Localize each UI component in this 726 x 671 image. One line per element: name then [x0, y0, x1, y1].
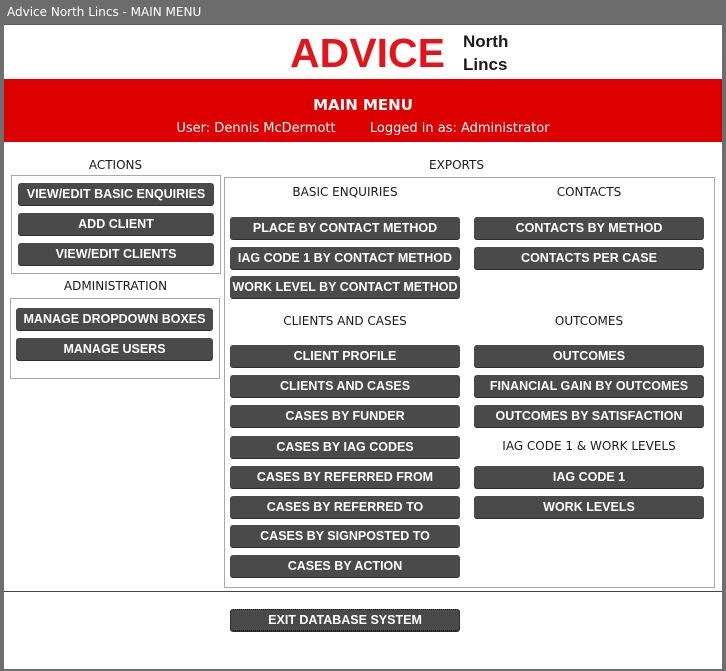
manage-dropdown-boxes-button[interactable]: MANAGE DROPDOWN BOXES: [16, 308, 213, 330]
financial-gain-by-outcomes-button[interactable]: FINANCIAL GAIN BY OUTCOMES: [474, 375, 704, 397]
add-client-button[interactable]: ADD CLIENT: [18, 213, 214, 235]
logged-in-as: Logged in as: Administrator: [369, 121, 550, 136]
actions-heading: ACTIONS: [88, 158, 143, 172]
contacts-by-method-button[interactable]: CONTACTS BY METHOD: [474, 217, 704, 239]
cases-by-referred-to-button[interactable]: CASES BY REFERRED TO: [230, 496, 460, 518]
header-banner: [4, 79, 722, 142]
work-level-by-contact-method-button[interactable]: WORK LEVEL BY CONTACT METHOD: [230, 276, 460, 298]
footer-divider: [4, 591, 722, 592]
outcomes-by-satisfaction-button[interactable]: OUTCOMES BY SATISFACTION: [474, 405, 704, 427]
basic-enquiries-heading: BASIC ENQUIRIES: [292, 185, 398, 199]
logo-lincs: Lincs: [463, 55, 508, 74]
cases-by-funder-button[interactable]: CASES BY FUNDER: [230, 405, 460, 427]
user-name: User: Dennis McDermott: [176, 121, 336, 136]
contacts-heading: CONTACTS: [556, 185, 622, 199]
outcomes-heading: OUTCOMES: [554, 314, 624, 328]
user-info: [4, 121, 722, 136]
clients-and-cases-heading: CLIENTS AND CASES: [283, 314, 407, 328]
view-edit-clients-button[interactable]: VIEW/EDIT CLIENTS: [18, 243, 214, 265]
page-title: MAIN MENU: [313, 96, 413, 114]
iag-code-1-by-contact-method-button[interactable]: IAG CODE 1 BY CONTACT METHOD: [230, 247, 460, 269]
title-bar: [0, 0, 726, 24]
cases-by-action-button[interactable]: CASES BY ACTION: [230, 555, 460, 577]
window-title: Advice North Lincs - MAIN MENU: [7, 5, 202, 19]
main-window: [4, 24, 722, 669]
cases-by-referred-from-button[interactable]: CASES BY REFERRED FROM: [230, 466, 460, 488]
view-edit-basic-enquiries-button[interactable]: VIEW/EDIT BASIC ENQUIRIES: [18, 183, 214, 205]
logo-north: North: [463, 32, 509, 51]
exports-heading: EXPORTS: [429, 158, 484, 172]
client-profile-button[interactable]: CLIENT PROFILE: [230, 345, 460, 367]
exit-database-system-button[interactable]: EXIT DATABASE SYSTEM: [230, 609, 460, 631]
outcomes-button[interactable]: OUTCOMES: [474, 345, 704, 367]
contacts-per-case-button[interactable]: CONTACTS PER CASE: [474, 247, 704, 269]
administration-heading: ADMINISTRATION: [63, 279, 168, 293]
manage-users-button[interactable]: MANAGE USERS: [16, 338, 213, 360]
iag-work-levels-heading: IAG CODE 1 & WORK LEVELS: [502, 439, 676, 453]
cases-by-iag-codes-button[interactable]: CASES BY IAG CODES: [230, 436, 460, 458]
logo-advice: ADVICE: [290, 30, 445, 76]
work-levels-button[interactable]: WORK LEVELS: [474, 496, 704, 518]
cases-by-signposted-to-button[interactable]: CASES BY SIGNPOSTED TO: [230, 525, 460, 547]
iag-code-1-button[interactable]: IAG CODE 1: [474, 466, 704, 488]
clients-and-cases-button[interactable]: CLIENTS AND CASES: [230, 375, 460, 397]
place-by-contact-method-button[interactable]: PLACE BY CONTACT METHOD: [230, 217, 460, 239]
